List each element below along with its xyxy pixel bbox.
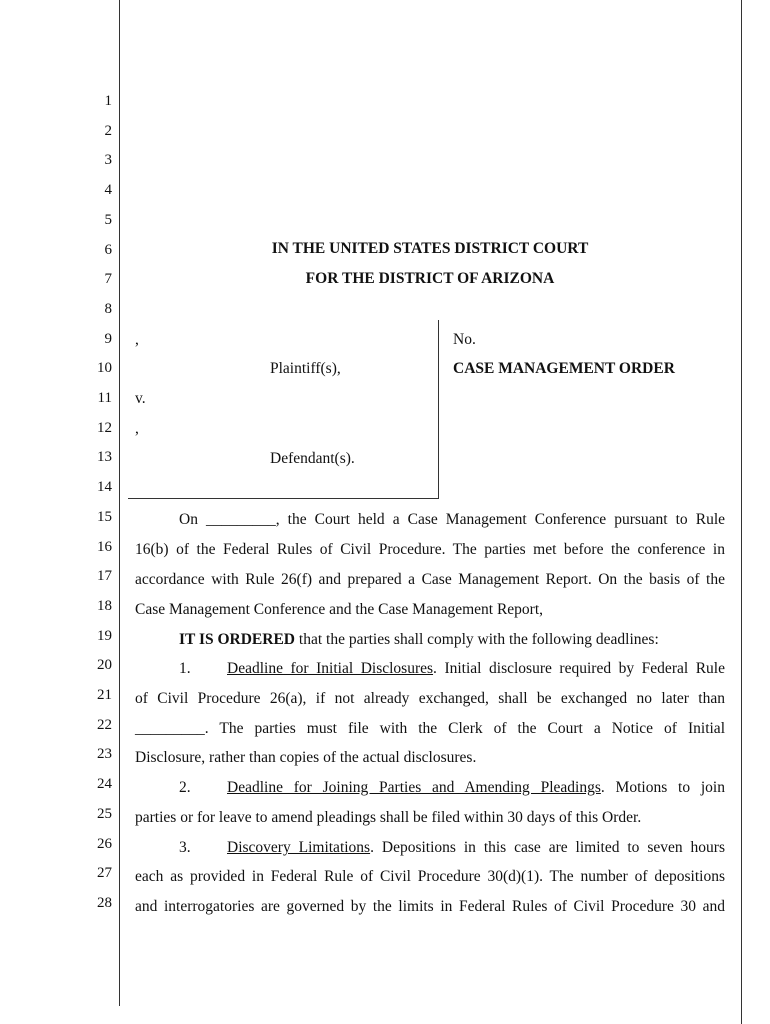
plaintiff-label: Plaintiff(s), bbox=[270, 360, 341, 377]
body-line-17: accordance with Rule 26(f) and prepared a Case Management Report. On the basis of the bbox=[135, 571, 725, 588]
line-number: 10 bbox=[97, 360, 112, 377]
line-number: 28 bbox=[97, 894, 112, 911]
line-number: 19 bbox=[97, 627, 112, 644]
line-number: 3 bbox=[104, 152, 112, 169]
line-number: 20 bbox=[97, 657, 112, 674]
line-number: 23 bbox=[97, 746, 112, 763]
body-line-22: _________. The parties must file with the Clerk of the Court a Notice of Initial bbox=[135, 720, 725, 737]
line-number: 15 bbox=[97, 508, 112, 525]
caption-divider bbox=[438, 320, 439, 498]
body-line-26: 3. Discovery Limitations. Depositions in this case are limited to seven hours bbox=[179, 839, 725, 856]
line-number: 2 bbox=[104, 122, 112, 139]
line-number: 16 bbox=[97, 538, 112, 555]
body-line-28: and interrogatories are governed by the limits in Federal Rules of Civil Procedure 30 and bbox=[135, 898, 725, 915]
line-number: 27 bbox=[97, 865, 112, 882]
body-line-21: of Civil Procedure 26(a), if not already exchanged, shall be exchanged no later than bbox=[135, 690, 725, 707]
right-margin-rule bbox=[741, 0, 742, 1024]
line-number: 17 bbox=[97, 568, 112, 585]
defendant-name: , bbox=[135, 420, 139, 437]
line-number: 5 bbox=[104, 211, 112, 228]
line-number: 7 bbox=[104, 271, 112, 288]
line-number: 21 bbox=[97, 687, 112, 703]
case-number: No. bbox=[453, 331, 476, 348]
body-line-19: IT IS ORDERED that the parties shall comply with the following deadlines: bbox=[179, 631, 659, 648]
line-number: 9 bbox=[104, 330, 112, 347]
body-line-18: Case Management Conference and the Case Management Report, bbox=[135, 601, 544, 618]
caption-bottom-rule bbox=[128, 498, 439, 499]
line-number: 11 bbox=[97, 390, 112, 406]
versus-label: v. bbox=[135, 390, 146, 407]
body-line-15: On _________, the Court held a Case Management Conference pursuant to Rule bbox=[179, 511, 726, 528]
body-line-23: Disclosure, rather than copies of the actual disclosures. bbox=[135, 749, 477, 766]
line-number: 24 bbox=[97, 776, 112, 793]
line-number: 22 bbox=[97, 716, 112, 733]
body-line-27: each as provided in Federal Rule of Civil Procedure 30(d)(1). The number of depositions bbox=[135, 868, 725, 885]
court-heading-line1: IN THE UNITED STATES DISTRICT COURT bbox=[271, 240, 589, 257]
line-number: 1 bbox=[104, 93, 112, 109]
defendant-label: Defendant(s). bbox=[270, 450, 355, 467]
line-number: 26 bbox=[97, 835, 112, 852]
line-number: 12 bbox=[97, 419, 112, 436]
line-number: 18 bbox=[97, 597, 112, 614]
body-line-24: 2. Deadline for Joining Parties and Amending Pleadings. Motions to join bbox=[179, 779, 725, 796]
court-heading-line2: FOR THE DISTRICT OF ARIZONA bbox=[305, 270, 555, 287]
document-title: CASE MANAGEMENT ORDER bbox=[453, 360, 675, 377]
line-number: 8 bbox=[104, 300, 112, 317]
left-margin-rule bbox=[119, 0, 120, 1006]
body-line-20: 1. Deadline for Initial Disclosures. Initial disclosure required by Federal Rule bbox=[179, 660, 725, 677]
line-number: 14 bbox=[97, 479, 112, 496]
line-number: 25 bbox=[97, 805, 112, 822]
line-number: 4 bbox=[104, 182, 112, 199]
body-line-16: 16(b) of the Federal Rules of Civil Procedure. The parties met before the conference in bbox=[135, 541, 725, 558]
line-number: 6 bbox=[104, 241, 112, 258]
plaintiff-name: , bbox=[135, 331, 139, 348]
body-line-25: parties or for leave to amend pleadings shall be filed within 30 days of this Order. bbox=[135, 809, 642, 826]
line-number: 13 bbox=[97, 449, 112, 466]
